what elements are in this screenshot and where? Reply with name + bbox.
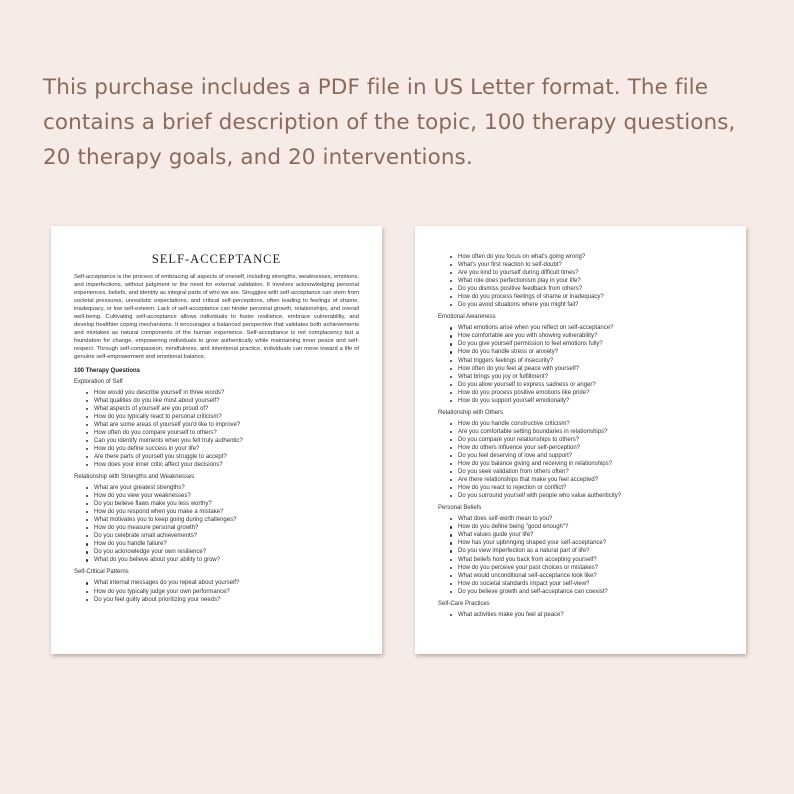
question-item: What brings you joy or fulfillment? bbox=[453, 373, 723, 381]
question-item: What activities make you feel at peace? bbox=[453, 611, 723, 619]
section-heading-self-critical-patterns: Self-Critical Patterns bbox=[74, 569, 129, 576]
question-item: How do you define success in your life? bbox=[89, 445, 359, 453]
question-item: What aspects of yourself are you proud of? bbox=[89, 405, 359, 413]
question-item: How do you process positive emotions like pride? bbox=[453, 389, 723, 397]
question-list bbox=[438, 611, 723, 619]
question-item: How does your inner critic affect your decisions? bbox=[89, 461, 359, 469]
question-list bbox=[438, 515, 723, 595]
section-heading-exploration-of-self: Exploration of Self bbox=[74, 378, 123, 385]
question-item: What are some areas of yourself you'd like to improve? bbox=[89, 421, 359, 429]
question-item: How do you handle constructive criticism? bbox=[453, 420, 723, 428]
questions-heading: 100 Therapy Questions bbox=[74, 367, 141, 374]
question-item: Do you avoid situations where you might fail? bbox=[453, 301, 723, 309]
question-item: Do you surround yourself with people who value authenticity? bbox=[453, 492, 723, 500]
question-item: What qualities do you like most about yourself? bbox=[89, 397, 359, 405]
question-item: How do you handle failure? bbox=[89, 540, 359, 548]
section-heading-emotional-awareness: Emotional Awareness bbox=[438, 314, 496, 321]
question-item: What motivates you to keep going during challenges? bbox=[89, 516, 359, 524]
question-list bbox=[74, 484, 359, 564]
right-sections bbox=[438, 313, 723, 618]
question-item: What does self-worth mean to you? bbox=[453, 515, 723, 523]
question-item: What would unconditional self-acceptance look like? bbox=[453, 572, 723, 580]
page-left-content bbox=[74, 252, 359, 608]
question-item: Do you seek validation from others often? bbox=[453, 468, 723, 476]
question-item: How do you handle stress or anxiety? bbox=[453, 348, 723, 356]
question-item: How do you view your weaknesses? bbox=[89, 492, 359, 500]
question-item: Do you acknowledge your own resilience? bbox=[89, 548, 359, 556]
question-list bbox=[438, 420, 723, 500]
question-item: What do you believe about your ability to grow? bbox=[89, 556, 359, 564]
question-item: Do you compare your relationships to others? bbox=[453, 436, 723, 444]
question-item: How do societal standards impact your self-view? bbox=[453, 580, 723, 588]
question-item: Do you believe growth and self-acceptance can coexist? bbox=[453, 588, 723, 596]
page-right-content bbox=[438, 253, 723, 623]
document-page-right bbox=[415, 226, 746, 654]
question-list bbox=[74, 389, 359, 469]
question-item: How do you typically react to personal criticism? bbox=[89, 413, 359, 421]
question-list bbox=[438, 324, 723, 404]
question-item: How do you balance giving and receiving in relationships? bbox=[453, 460, 723, 468]
section-heading-personal-beliefs: Personal Beliefs bbox=[438, 505, 482, 512]
question-item: How often do you feel at peace with yourself? bbox=[453, 365, 723, 373]
question-item: How do you process feelings of shame or inadequacy? bbox=[453, 293, 723, 301]
question-item: How do you define being "good enough"? bbox=[453, 523, 723, 531]
question-item: How do you react to rejection or conflict? bbox=[453, 484, 723, 492]
question-item: How do you support yourself emotionally? bbox=[453, 397, 723, 405]
question-item: Are you kind to yourself during difficult times? bbox=[453, 269, 723, 277]
question-item: How do you typically judge your own performance? bbox=[89, 588, 359, 596]
question-item: How comfortable are you with showing vulnerability? bbox=[453, 332, 723, 340]
continued-question-list bbox=[438, 253, 723, 309]
question-item: How do others influence your self-perception? bbox=[453, 444, 723, 452]
question-item: What values guide your life? bbox=[453, 531, 723, 539]
question-item: What emotions arise when you reflect on self-acceptance? bbox=[453, 324, 723, 332]
left-sections bbox=[74, 378, 359, 604]
question-item: Do you dismiss positive feedback from others? bbox=[453, 285, 723, 293]
question-item: Do you feel guilty about prioritizing your needs? bbox=[89, 596, 359, 604]
section-heading-relationship-with-others: Relationship with Others bbox=[438, 409, 504, 416]
question-item: Do you view imperfection as a natural part of life? bbox=[453, 547, 723, 555]
question-item: Are there relationships that make you feel accepted? bbox=[453, 476, 723, 484]
question-item: How often do you compare yourself to others? bbox=[89, 429, 359, 437]
question-item: What beliefs hold you back from accepting yourself? bbox=[453, 556, 723, 564]
question-item: How do you measure personal growth? bbox=[89, 524, 359, 532]
intro-paragraph: Self-acceptance is the process of embracing all aspects of oneself, including strengths, weaknesses, emotions, and imperfections, without judgment or the need for external validation. It involves acknowledging personal experiences, beliefs, and identity as integral parts of who we are. Struggles with self-acceptance can stem from societal pressures, unrealistic expectations, and critical self-perceptions, often leading to feelings of shame, inadequacy, or low self-esteem. Lack of self-acceptance can hinder personal growth, relationships, and overall well-being. Cultivating self-acceptance allows individuals to foster resilience, embrace vulnerability, and develop healthier coping mechanisms. It encourages a balanced perspective that validates both achievements and mistakes as natural components of the human experience. Self-acceptance is not complacency but a foundation for change, empowering individuals to grow authentically while maintaining inner peace and self-respect. Through self-compassion, mindfulness, and intentional practice, individuals can move toward a life of genuine self-empowerment and emotional balance. bbox=[74, 274, 359, 361]
section-heading-relationship-with-strengths-and-weaknesses: Relationship with Strengths and Weaknesses bbox=[74, 473, 195, 480]
question-item: Are you comfortable setting boundaries in relationships? bbox=[453, 428, 723, 436]
question-item: Can you identify moments when you felt truly authentic? bbox=[89, 437, 359, 445]
question-item: How would you describe yourself in three words? bbox=[89, 389, 359, 397]
document-page-left bbox=[51, 226, 382, 654]
question-item: Are there parts of yourself you struggle to accept? bbox=[89, 453, 359, 461]
question-list bbox=[74, 579, 359, 603]
question-item: Do you give yourself permission to feel emotions fully? bbox=[453, 340, 723, 348]
question-item: Do you allow yourself to express sadness or anger? bbox=[453, 381, 723, 389]
question-item: How do you respond when you make a mistake? bbox=[89, 508, 359, 516]
question-item: What role does perfectionism play in your life? bbox=[453, 277, 723, 285]
question-item: What are your greatest strengths? bbox=[89, 484, 359, 492]
question-item: Do you believe flaws make you less worthy? bbox=[89, 500, 359, 508]
question-item: What internal messages do you repeat about yourself? bbox=[89, 579, 359, 587]
question-item: How often do you focus on what's going wrong? bbox=[453, 253, 723, 261]
question-item: What triggers feelings of insecurity? bbox=[453, 357, 723, 365]
document-title: SELF-ACCEPTANCE bbox=[151, 252, 282, 266]
question-item: Do you feel deserving of love and support? bbox=[453, 452, 723, 460]
question-item: How do you perceive your past choices or mistakes? bbox=[453, 564, 723, 572]
question-item: Do you celebrate small achievements? bbox=[89, 532, 359, 540]
headline-text: This purchase includes a PDF file in US Letter format. The file contains a brief description of the topic, 100 therapy questions, 20 therapy goals, and 20 interventions. bbox=[43, 75, 736, 170]
section-heading-self-care-practices: Self-Care Practices bbox=[438, 600, 490, 607]
question-item: How has your upbringing shaped your self-acceptance? bbox=[453, 539, 723, 547]
question-item: What's your first reaction to self-doubt? bbox=[453, 261, 723, 269]
